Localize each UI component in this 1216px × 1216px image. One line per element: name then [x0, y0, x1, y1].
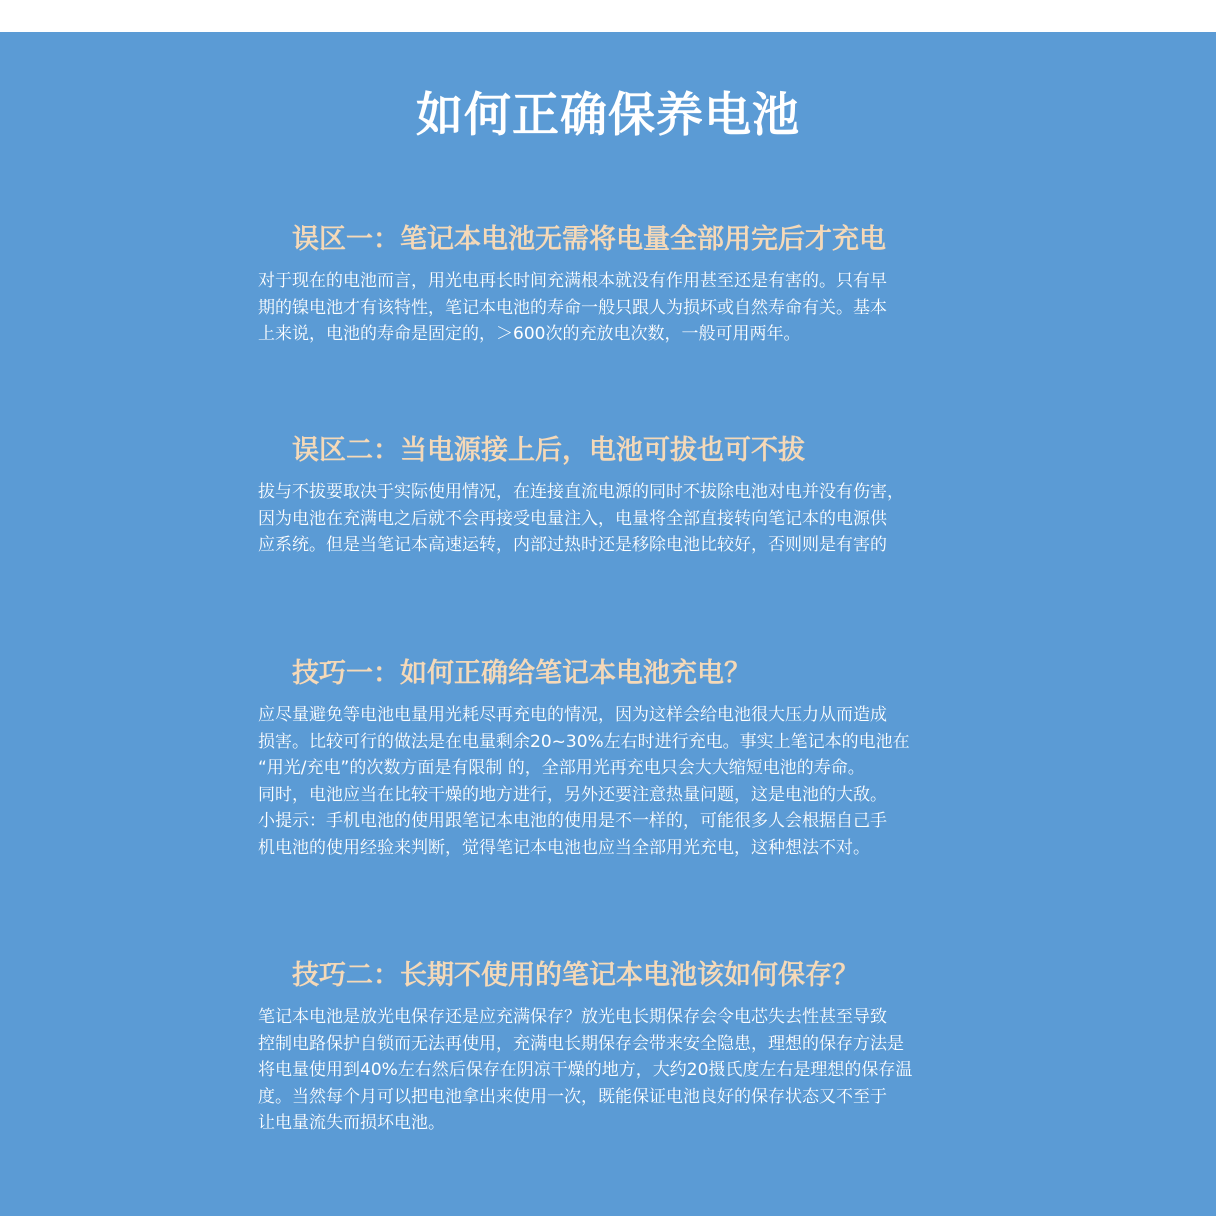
body-line: 应系统。但是当笔记本高速运转，内部过热时还是移除电池比较好，否则则是有害的 [258, 535, 887, 555]
body-line: 控制电路保护自锁而无法再使用，充满电长期保存会带来安全隐患，理想的保存方法是 [258, 1033, 904, 1054]
page-title: 如何正确保养电池 [416, 88, 800, 143]
body-line: 上来说，电池的寿命是固定的，＞600次的充放电次数，一般可用两年。 [258, 324, 801, 344]
section-myth-2 [258, 433, 970, 559]
body-line: 度。当然每个月可以把电池拿出来使用一次，既能保证电池良好的保存状态又不至于 [258, 1086, 887, 1107]
section-myth-1 [258, 222, 970, 348]
body-line: 让电量流失而损坏电池。 [258, 1113, 445, 1133]
body-line: 期的镍电池才有该特性，笔记本电池的寿命一般只跟人为损坏或自然寿命有关。基本 [258, 297, 887, 318]
section-body [258, 702, 970, 861]
body-line: 损害。比较可行的做法是在电量剩余20~30%左右时进行充电。事实上笔记本的电池在 [258, 731, 910, 752]
body-line: 笔记本电池是放光电保存还是应充满保存？放光电长期保存会令电芯失去性甚至导致 [258, 1007, 887, 1027]
body-line: 拔与不拔要取决于实际使用情况，在连接直流电源的同时不拔除电池对电并没有伤害， [258, 482, 904, 502]
section-tip-1 [258, 656, 970, 861]
body-line: “用光/充电”的次数方面是有限制 的，全部用光再充电只会大大缩短电池的寿命。 [258, 758, 865, 778]
section-heading: 技巧二：长期不使用的笔记本电池该如何保存？ [292, 960, 859, 991]
section-body [258, 479, 970, 559]
body-line: 应尽量避免等电池电量用光耗尽再充电的情况，因为这样会给电池很大压力从而造成 [258, 705, 887, 725]
section-heading: 误区二：当电源接上后，电池可拔也可不拔 [292, 435, 805, 466]
section-tip-2 [258, 958, 970, 1137]
body-line: 机电池的使用经验来判断，觉得笔记本电池也应当全部用光充电，这种想法不对。 [258, 837, 870, 858]
body-line: 对于现在的电池而言，用光电再长时间充满根本就没有作用甚至还是有害的。只有早 [258, 271, 887, 291]
section-body [258, 268, 970, 348]
body-line: 同时，电池应当在比较干燥的地方进行，另外还要注意热量问题，这是电池的大敌。 [258, 784, 887, 805]
section-heading: 误区一：笔记本电池无需将电量全部用完后才充电 [292, 224, 886, 255]
body-line: 将电量使用到40%左右然后保存在阴凉干燥的地方，大约20摄氏度左右是理想的保存温 [258, 1060, 913, 1080]
section-body [258, 1004, 970, 1137]
body-line: 因为电池在充满电之后就不会再接受电量注入，电量将全部直接转向笔记本的电源供 [258, 508, 887, 529]
body-line: 小提示：手机电池的使用跟笔记本电池的使用是不一样的，可能很多人会根据自己手 [258, 811, 887, 831]
section-heading: 技巧一：如何正确给笔记本电池充电？ [292, 658, 751, 689]
